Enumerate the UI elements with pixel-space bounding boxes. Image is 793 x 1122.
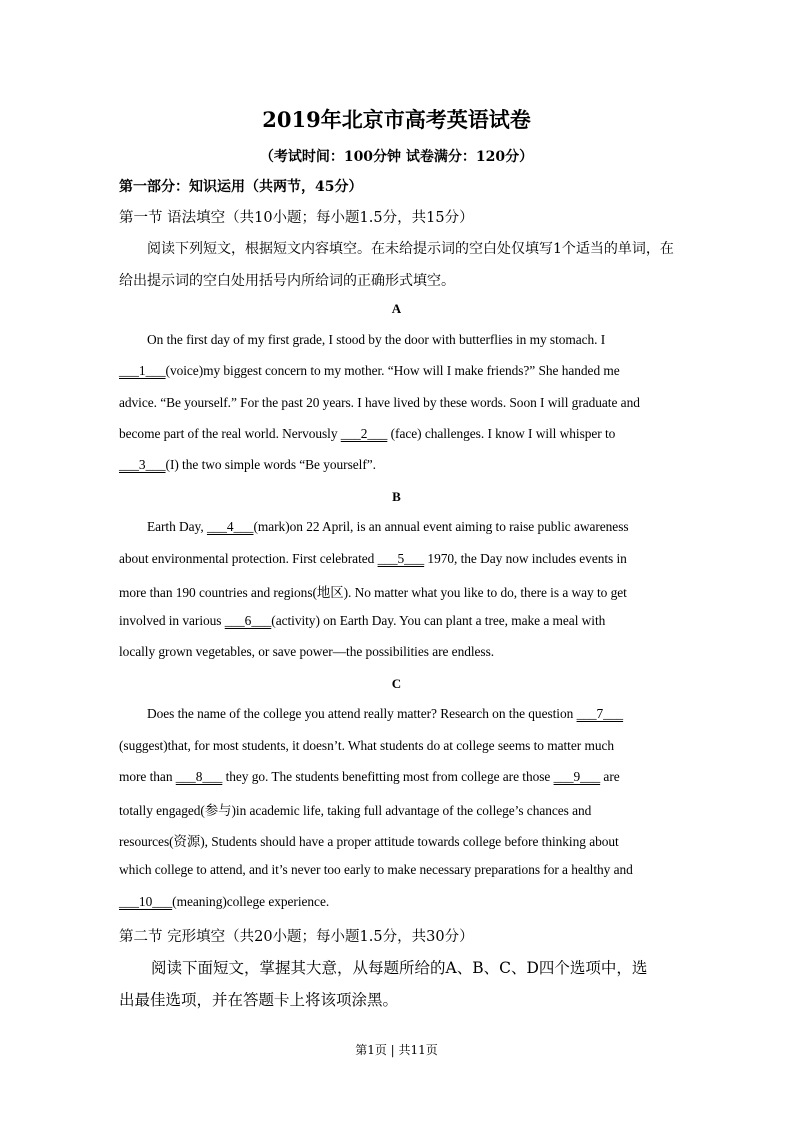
page-footer: 第1页 | 共11页 xyxy=(355,1043,438,1057)
passage-c-line: resources(资源), Students should have a proper attitude towards college before thinking about xyxy=(119,834,619,849)
passage-b-line: Earth Day, ___4___(mark)on 22 April, is an annual event aiming to raise public awareness xyxy=(147,519,629,534)
passage-c-line: more than ___8___ they go. The students benefitting most from college are those ___9___ are xyxy=(119,769,620,784)
blank-2: ___2___ xyxy=(340,426,388,441)
part-heading: 第一部分：知识运用（共两节，45分） xyxy=(119,179,363,195)
section2-heading: 第二节 完形填空（共20小题；每小题1.5分，共30分） xyxy=(119,929,474,945)
section2-instruction-line2: 出最佳选项，并在答题卡上将该项涂黑。 xyxy=(119,991,399,1009)
passage-c-label: C xyxy=(391,676,402,691)
passage-c-line: (suggest)that, for most students, it doesn’t. What students do at college seems to matter much xyxy=(119,738,615,753)
passage-c-line: Does the name of the college you attend really matter? Research on the question ___7___ xyxy=(147,706,624,721)
blank-1: ___1___ xyxy=(119,363,166,378)
section1-heading: 第一节 语法填空（共10小题；每小题1.5分，共15分） xyxy=(119,210,474,226)
passage-b-line: involved in various ___6___(activity) on Earth Day. You can plant a tree, make a meal with xyxy=(119,613,606,628)
passage-b-line: locally grown vegetables, or save power—the possibilities are endless. xyxy=(119,644,495,659)
section1-instruction-line1: 阅读下列短文，根据短文内容填空。在未给提示词的空白处仅填写1个适当的单词，在 xyxy=(147,241,674,257)
passage-a-line: become part of the real world. Nervously ___2___ (face) challenges. I know I will whisper to xyxy=(119,426,616,441)
blank-4: ___4___ xyxy=(206,519,254,534)
blank-7: ___7___ xyxy=(576,706,624,721)
passage-a-line: ___1___(voice)my biggest concern to my mother. “How will I make friends?” She handed me xyxy=(119,363,620,378)
passage-a-line: advice. “Be yourself.” For the past 20 years. I have lived by these words. Soon I will graduate and xyxy=(119,395,640,410)
passage-c-line: ___10___(meaning)college experience. xyxy=(119,894,330,909)
section2-instruction-line1: 阅读下面短文，掌握其大意，从每题所给的A、B、C、D四个选项中，选 xyxy=(151,959,648,977)
passage-b-label: B xyxy=(392,489,401,504)
blank-10: ___10___ xyxy=(119,894,173,909)
passage-b-line: more than 190 countries and regions(地区). No matter what you like to do, there is a way to get xyxy=(119,585,627,600)
blank-6: ___6___ xyxy=(224,613,272,628)
exam-subtitle: （考试时间：100分钟 试卷满分：120分） xyxy=(259,149,534,165)
blank-8: ___8___ xyxy=(175,769,223,784)
blank-9: ___9___ xyxy=(553,769,601,784)
passage-a-line: ___3___(I) the two simple words “Be yourself”. xyxy=(119,457,376,472)
passage-c-line: totally engaged(参与)in academic life, taking full advantage of the college’s chances and xyxy=(119,803,592,818)
passage-c-line: which college to attend, and it’s never too early to make necessary preparations for a healthy and xyxy=(119,862,633,877)
blank-3: ___3___ xyxy=(119,457,166,472)
passage-a-line: On the first day of my first grade, I stood by the door with butterflies in my stomach. I xyxy=(147,332,606,347)
blank-5: ___5___ xyxy=(377,551,425,566)
page-title: 2019年北京市高考英语试卷 xyxy=(262,107,531,132)
passage-b-line: about environmental protection. First celebrated ___5___ 1970, the Day now includes events in xyxy=(119,551,627,566)
passage-a-label: A xyxy=(391,301,402,316)
section1-instruction-line2: 给出提示词的空白处用括号内所给词的正确形式填空。 xyxy=(119,273,455,289)
